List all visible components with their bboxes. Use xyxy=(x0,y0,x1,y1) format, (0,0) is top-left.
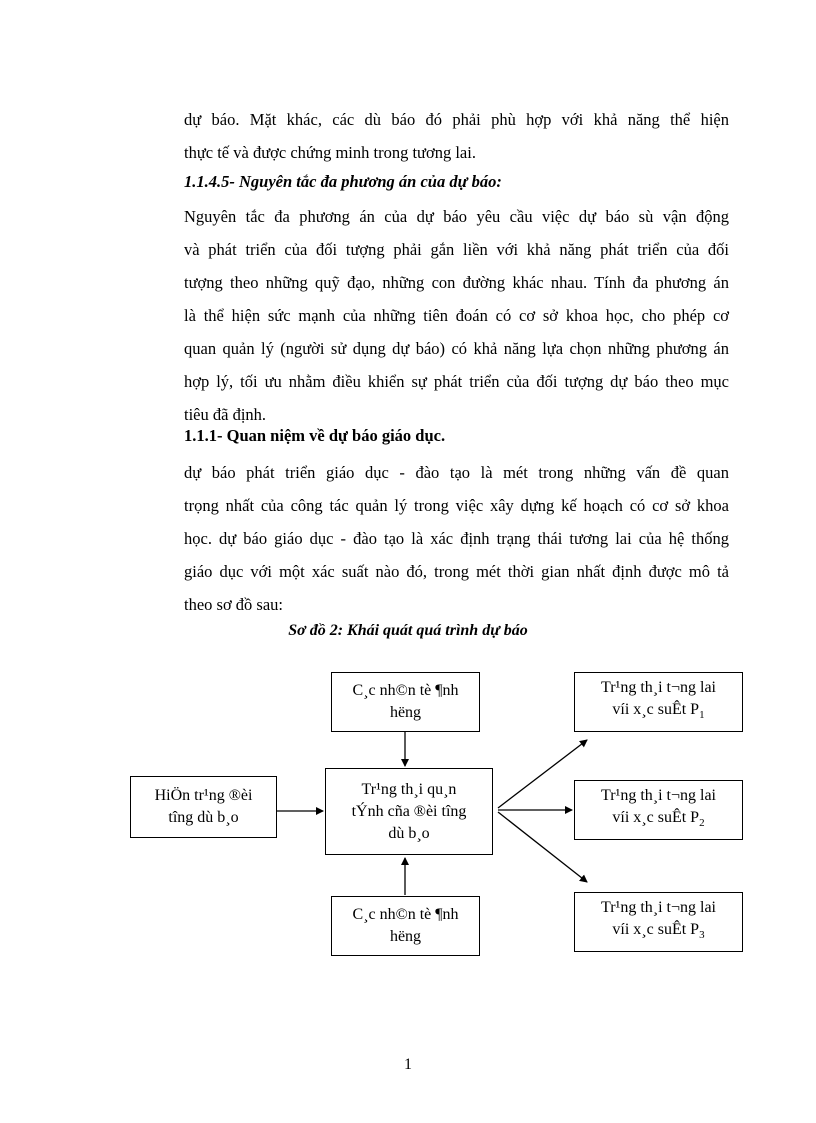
paragraph-1-line: dự báo. Mặt khác, các dù báo đó phải phù hợp với khả năng thể hiện xyxy=(184,110,729,129)
box-text: C¸c nh©n tè ¶nh xyxy=(352,682,459,699)
paragraph-2-line: và phát triển của đối tượng phải gắn liền với khả năng phát triển của đối xyxy=(184,240,729,259)
paragraph-2-line: tượng theo những quỹ đạo, những con đường khác nhau. Tính đa phương án xyxy=(184,273,729,292)
box-text: hëng xyxy=(389,704,422,721)
box-text-line2 xyxy=(601,807,716,834)
box-text: Tr¹ng th¸i qu¸n xyxy=(361,780,457,798)
paragraph-2-line: quan quản lý (người sử dụng dự báo) có khả năng lựa chọn những phương án xyxy=(184,339,729,358)
box-intermediate-state xyxy=(325,768,493,855)
box-influencing-factors-top xyxy=(331,672,480,732)
box-future-state-1 xyxy=(574,672,743,732)
page-number: 1 xyxy=(404,1056,412,1073)
box-future-state-3 xyxy=(574,892,743,952)
diagram-caption: Sơ đồ 2: Khái quát quá trình dự báo xyxy=(288,622,528,639)
paragraph-3-line: dự báo phát triển giáo dục - đào tạo là mét trong những vấn đề quan xyxy=(184,463,729,482)
box-future-state-2 xyxy=(574,780,743,840)
box-current-state xyxy=(130,776,277,838)
box-text: tÝnh cña ®èi tîng xyxy=(351,802,467,820)
box-text: víi x¸c suÊt P xyxy=(612,809,700,827)
box-text: Tr¹ng th¸i t¬ng lai xyxy=(600,787,716,805)
paragraph-2-line: là thể hiện sức mạnh của những tiên đoán có cơ sở khoa học, cho phép cơ xyxy=(184,306,729,325)
paragraph-2-line: hợp lý, tối ưu nhằm điều khiển sự phát triển của đối tượng dự báo theo mục xyxy=(184,372,729,391)
box-text-line2 xyxy=(601,699,716,726)
paragraph-3-line: giáo dục với một xác suất nào đó, trong mét thời gian nhất định được mô tả xyxy=(184,562,729,581)
paragraph-3-line: học. dự báo giáo dục - đào tạo là xác định trạng thái tương lai của hệ thống xyxy=(184,529,729,548)
section-heading-multi-option: 1.1.4.5- Nguyên tắc đa phương án của dự báo: xyxy=(184,172,502,191)
box-text: hëng xyxy=(389,928,422,945)
box-text-line2 xyxy=(601,919,716,946)
section-heading-education-forecast: 1.1.1- Quan niệm về dự báo giáo dục. xyxy=(184,426,446,445)
box-text: tîng dù b¸o xyxy=(168,809,239,826)
box-text: dù b¸o xyxy=(388,824,430,842)
paragraph-1-line: thực tế và được chứng minh trong tương lai. xyxy=(184,143,476,162)
paragraph-3-line: theo sơ đồ sau: xyxy=(184,595,284,614)
box-text: C¸c nh©n tè ¶nh xyxy=(352,906,459,923)
probability-subscript: 2 xyxy=(699,817,705,830)
paragraph-3-line: trọng nhất của công tác quản lý trong việc xây dựng kế hoạch có cơ sở khoa xyxy=(184,496,729,515)
box-influencing-factors-bottom xyxy=(331,896,480,956)
box-text: víi x¸c suÊt P xyxy=(612,701,700,719)
box-text: HiÖn tr¹ng ®èi xyxy=(154,787,253,804)
probability-subscript: 3 xyxy=(699,929,705,942)
box-text: víi x¸c suÊt P xyxy=(612,921,700,939)
box-text: Tr¹ng th¸i t¬ng lai xyxy=(600,679,716,697)
box-text: Tr¹ng th¸i t¬ng lai xyxy=(600,899,716,917)
probability-subscript: 1 xyxy=(699,709,705,722)
paragraph-2-line: Nguyên tắc đa phương án của dự báo yêu cầu việc dự báo sù vận động xyxy=(184,207,729,226)
paragraph-2-line: tiêu đã định. xyxy=(184,405,267,424)
